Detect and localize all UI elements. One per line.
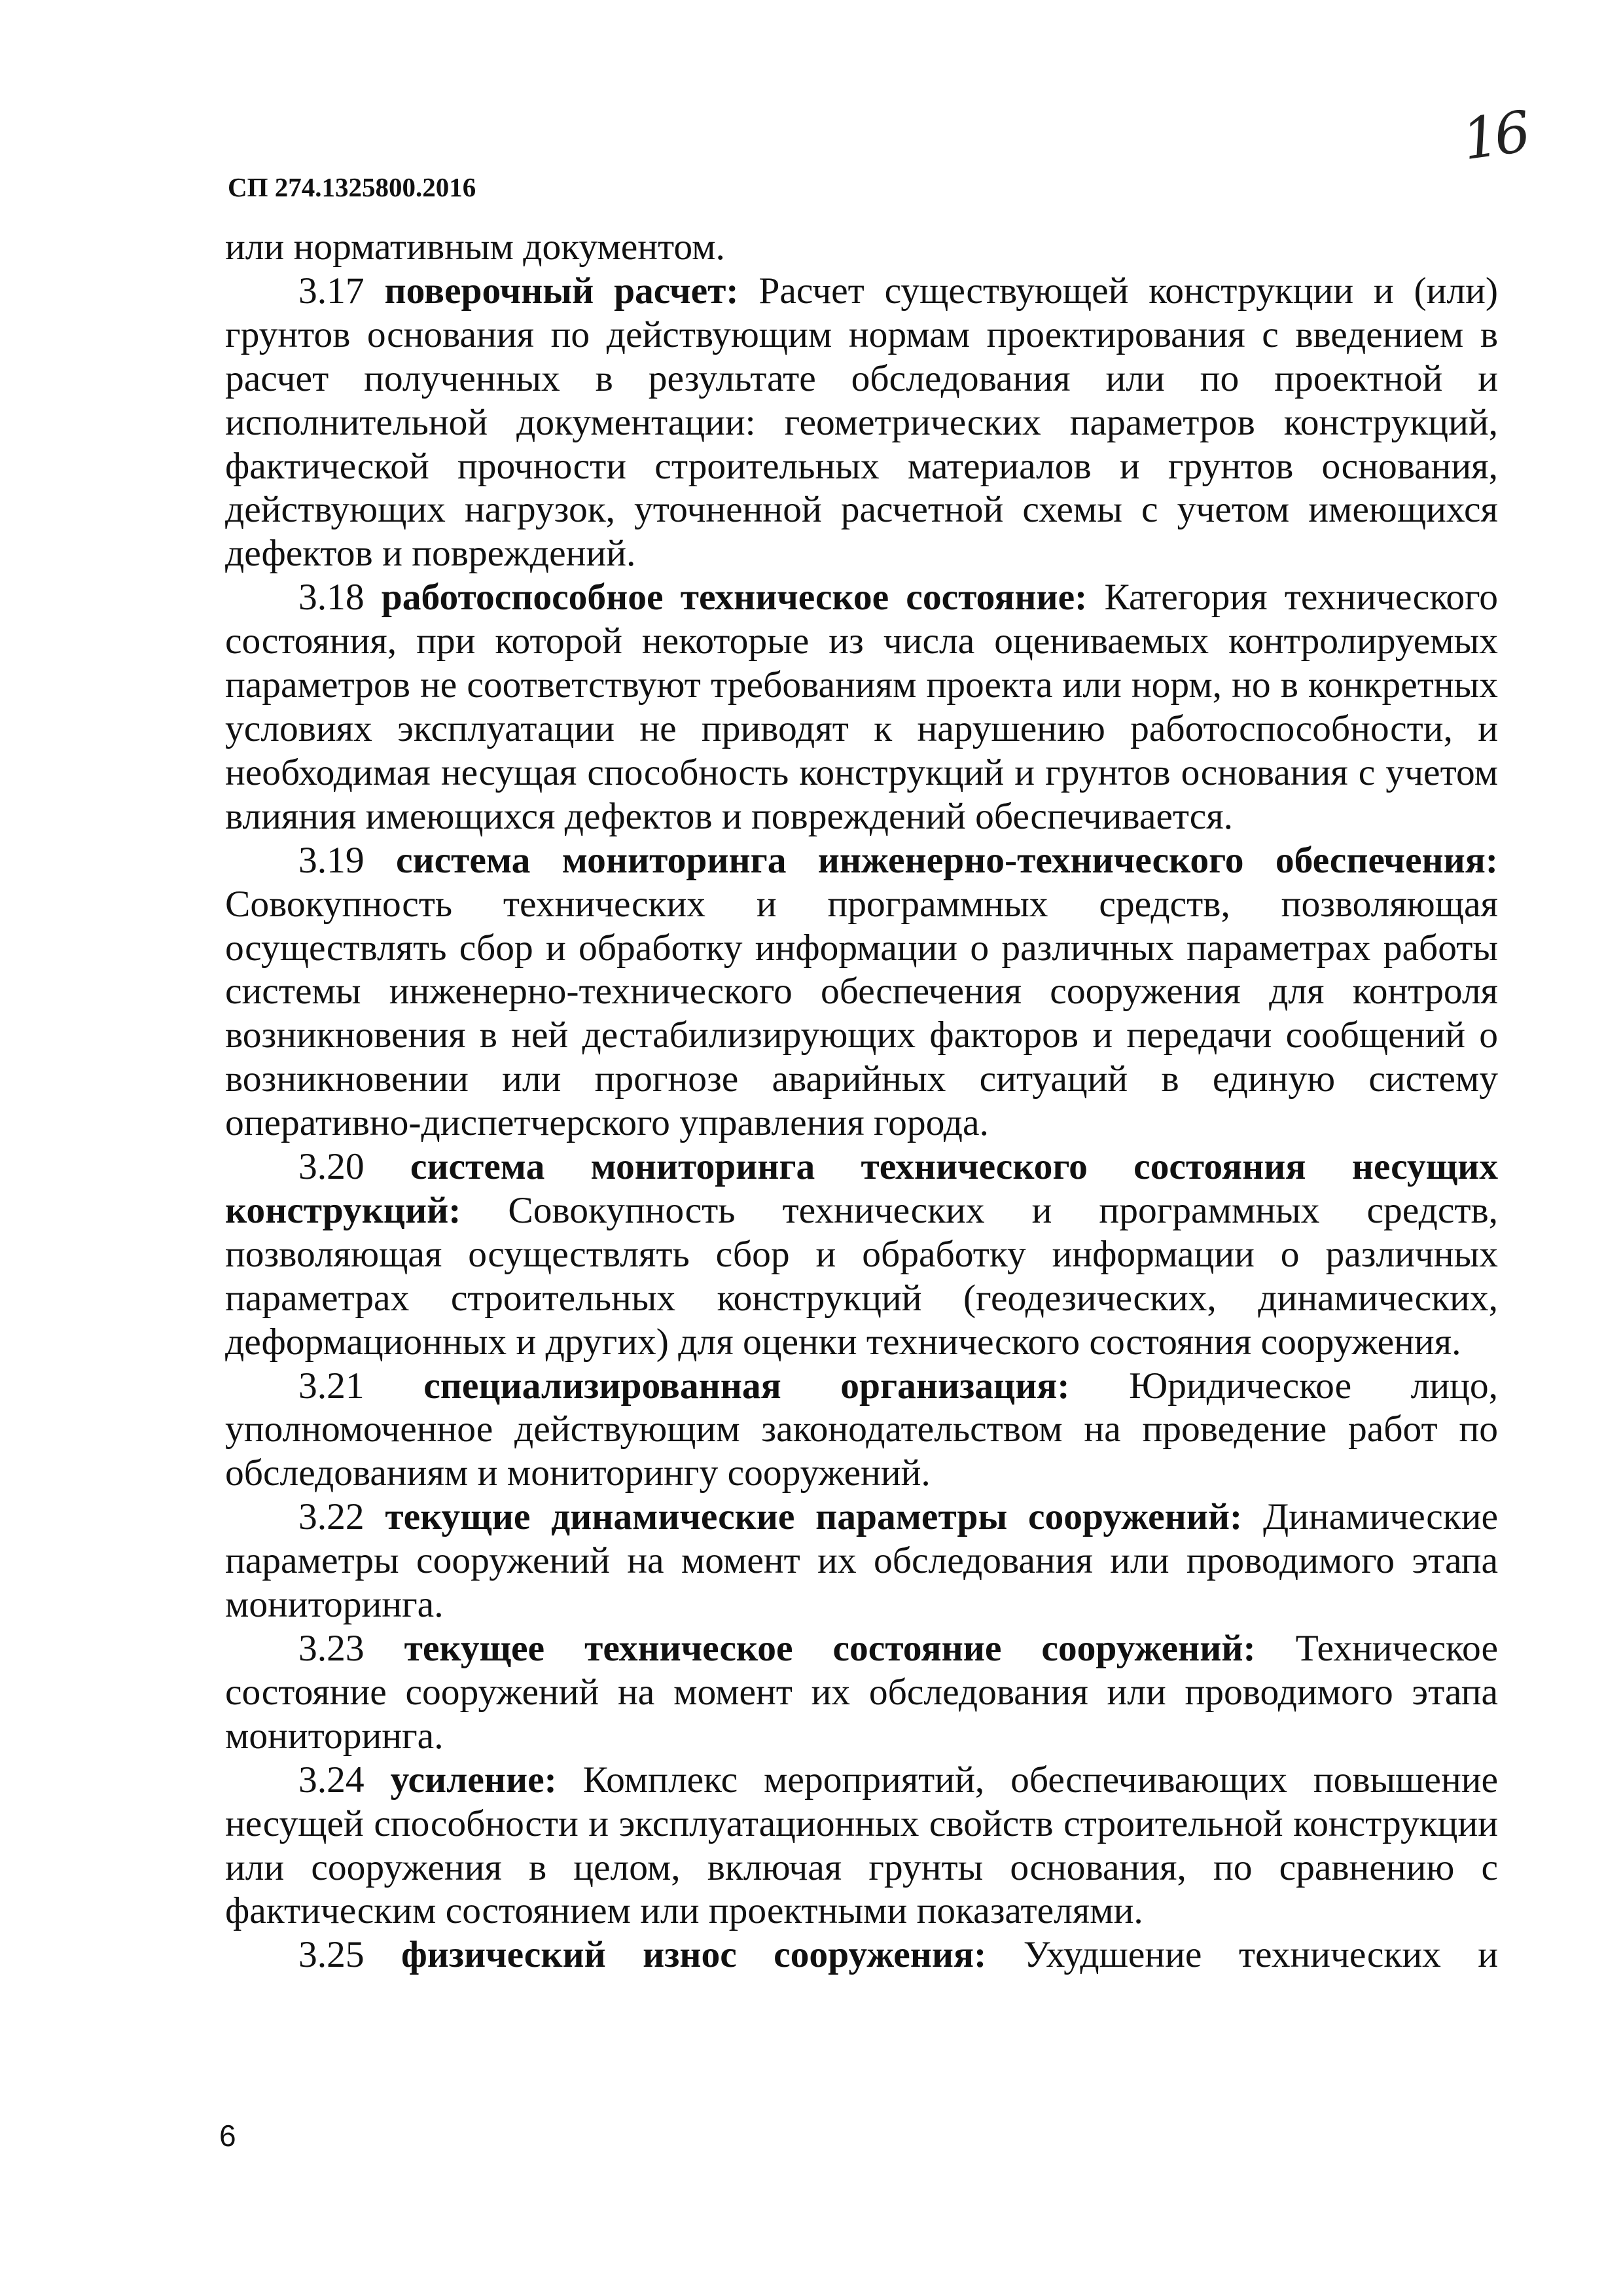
term-definition: Совокупность технических и программных средств, позволяющая осуществлять сбор и обработку информации о различных параметрах строительных конструкций (геодезических, динамических, деформационных и других) для оценки технического состояния сооружения. — [225, 1189, 1498, 1363]
term-entry-3-21 — [225, 1365, 1498, 1496]
term-number: 3.22 — [298, 1496, 365, 1538]
term-number: 3.20 — [298, 1146, 365, 1188]
term-entry-3-24 — [225, 1759, 1498, 1934]
term-number: 3.18 — [298, 577, 365, 619]
term-definition: Категория технического состояния, при которой некоторые из числа оцениваемых контролируемых параметров не соответствуют требованиям проекта или норм, но в конкретных условиях эксплуатации не приводят к нарушению работоспособности, и необходимая несущая способность конструкций и грунтов основания с учетом влияния имеющихся дефектов и повреждений обеспечивается. — [225, 577, 1498, 837]
term-name: система мониторинга инженерно-технического обеспечения: — [395, 839, 1499, 881]
term-number: 3.23 — [298, 1628, 365, 1669]
term-definition: Динамические параметры сооружений на момент их обследования или проводимого этапа мониторинга. — [225, 1496, 1499, 1626]
continuation-text: или нормативным документом. — [225, 226, 725, 268]
term-number: 3.17 — [298, 270, 365, 312]
term-definition: Техническое состояние сооружений на момент их обследования или проводимого этапа мониторинга. — [225, 1628, 1498, 1757]
term-number: 3.25 — [298, 1934, 365, 1976]
term-name: система мониторинга технического состояния несущих конструкций: — [225, 1146, 1499, 1231]
term-definition: Ухудшение технических и — [1023, 1934, 1498, 1976]
term-entry-3-25 — [225, 1933, 1498, 1977]
term-number: 3.24 — [298, 1759, 365, 1801]
term-entry-3-19 — [225, 839, 1498, 1145]
term-name: специализированная организация: — [423, 1365, 1070, 1407]
page-number: 6 — [219, 2119, 236, 2153]
term-number: 3.21 — [298, 1365, 365, 1407]
term-definition: Совокупность технических и программных средств, позволяющая осуществлять сбор и обработку информации о различных параметрах работы системы инженерно-технического обеспечения сооружения для контроля возникновения в ней дестабилизирующих факторов и передачи сообщений о возникновении или прогнозе аварийных ситуаций в единую систему оперативно-диспетчерского управления города. — [225, 883, 1498, 1144]
term-name: текущее техническое состояние сооружений: — [404, 1628, 1256, 1669]
term-name: работоспособное техническое состояние: — [381, 577, 1088, 619]
term-definition: Юридическое лицо, уполномоченное действующим законодательством на проведение работ по обследованиям и мониторингу сооружений. — [225, 1365, 1499, 1494]
term-name: текущие динамические параметры сооружений: — [385, 1496, 1243, 1538]
term-number: 3.19 — [298, 839, 365, 881]
term-entry-3-18 — [225, 576, 1498, 838]
term-name: физический износ сооружения: — [401, 1934, 987, 1976]
term-entry-3-17 — [225, 270, 1498, 576]
handwritten-page-number: 16 — [1458, 99, 1531, 173]
term-entry-3-23 — [225, 1627, 1498, 1759]
document-body — [225, 226, 1498, 1977]
term-definition: Расчет существующей конструкции и (или) грунтов основания по действующим нормам проектирования с введением в расчет полученных в результате обследования или по проектной и исполнительной документации: геометрических параметров конструкций, фактической прочности строительных материалов и грунтов основания, действующих нагрузок, уточненной расчетной схемы с учетом имеющихся дефектов и повреждений. — [225, 270, 1499, 575]
term-entry-3-20 — [225, 1145, 1498, 1365]
term-definition: Комплекс мероприятий, обеспечивающих повышение несущей способности и эксплуатационных свойств строительной конструкции или сооружения в целом, включая грунты основания, по сравнению с фактическим состоянием или проектными показателями. — [225, 1759, 1499, 1932]
document-code: СП 274.1325800.2016 — [228, 172, 476, 202]
term-entry-3-22 — [225, 1496, 1498, 1627]
term-name: поверочный расчет: — [384, 270, 739, 312]
term-name: усиление: — [390, 1759, 557, 1801]
